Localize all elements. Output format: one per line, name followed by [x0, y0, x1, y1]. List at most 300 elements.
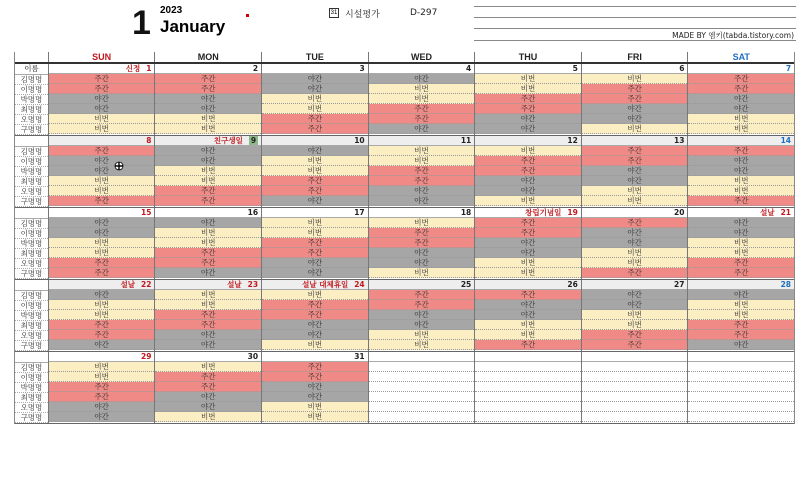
day-cell — [49, 208, 156, 279]
shift-cell[interactable]: 주간 — [688, 84, 794, 94]
shift-cell[interactable]: 비번 — [688, 310, 794, 320]
shift-cell[interactable]: 야간 — [475, 310, 581, 320]
shift-cell[interactable]: 야간 — [155, 268, 261, 278]
shift-cell[interactable]: 주간 — [475, 104, 581, 114]
shift-cell[interactable] — [688, 412, 794, 422]
shift-cell[interactable]: 주간 — [582, 94, 688, 104]
memo-line[interactable] — [474, 28, 796, 29]
shift-cell[interactable]: 야간 — [369, 186, 475, 196]
shift-cell[interactable]: 비번 — [369, 218, 475, 228]
shift-cell[interactable] — [475, 372, 581, 382]
shift-cell[interactable]: 주간 — [49, 320, 155, 330]
shift-cell[interactable]: 야간 — [155, 402, 261, 412]
shift-cell[interactable]: 야간 — [688, 166, 794, 176]
shift-cell[interactable]: 주간 — [688, 258, 794, 268]
date-header[interactable] — [369, 352, 475, 362]
date-header[interactable] — [688, 136, 794, 146]
shift-cell[interactable]: 야간 — [49, 340, 155, 350]
staff-name: 구명명 — [15, 413, 48, 423]
shift-cell[interactable] — [369, 362, 475, 372]
date-header[interactable] — [155, 352, 261, 362]
shift-cell[interactable]: 야간 — [262, 258, 368, 268]
shift-cell[interactable]: 야간 — [369, 124, 475, 134]
shift-cell[interactable]: 야간 — [688, 94, 794, 104]
shift-cell[interactable]: 비번 — [582, 320, 688, 330]
date-header[interactable] — [475, 280, 581, 290]
shift-cell[interactable] — [369, 382, 475, 392]
shift-cell[interactable]: 주간 — [262, 310, 368, 320]
shift-cell[interactable]: 야간 — [369, 196, 475, 206]
shift-cell[interactable]: 주간 — [688, 330, 794, 340]
shift-cell[interactable]: 주간 — [155, 382, 261, 392]
day-cell — [688, 352, 794, 423]
date-header[interactable] — [369, 136, 475, 146]
shift-cell[interactable]: 야간 — [475, 248, 581, 258]
shift-cell[interactable]: 야간 — [155, 392, 261, 402]
shift-cell[interactable]: 비번 — [262, 290, 368, 300]
shift-cell[interactable]: 야간 — [49, 412, 155, 422]
shift-cell[interactable]: 야간 — [369, 258, 475, 268]
shift-cell[interactable]: 야간 — [262, 392, 368, 402]
shift-cell[interactable]: 비번 — [49, 362, 155, 372]
shift-cell[interactable] — [688, 362, 794, 372]
date-header[interactable] — [582, 136, 688, 146]
date-header[interactable] — [262, 280, 368, 290]
date-header[interactable] — [155, 208, 261, 218]
shift-cell[interactable] — [475, 392, 581, 402]
shift-cell[interactable]: 야간 — [582, 290, 688, 300]
shift-cell[interactable]: 비번 — [369, 156, 475, 166]
staff-name: 오명명 — [15, 331, 48, 341]
shift-cell[interactable] — [582, 362, 688, 372]
day-cell — [369, 64, 476, 135]
shift-cell[interactable]: 비번 — [49, 114, 155, 124]
shift-cell[interactable]: 야간 — [475, 238, 581, 248]
shift-cell[interactable]: 야간 — [262, 84, 368, 94]
shift-cell[interactable] — [582, 412, 688, 422]
shift-cell[interactable]: 비번 — [369, 94, 475, 104]
shift-cell[interactable]: 주간 — [262, 176, 368, 186]
shift-cell[interactable]: 야간 — [49, 228, 155, 238]
shift-cell[interactable]: 주간 — [369, 300, 475, 310]
shift-cell[interactable]: 비번 — [688, 124, 794, 134]
shift-cell[interactable]: 주간 — [475, 340, 581, 350]
date-header[interactable] — [262, 136, 368, 146]
shift-cell[interactable]: 비번 — [155, 124, 261, 134]
shift-cell[interactable]: 주간 — [582, 268, 688, 278]
shift-cell[interactable]: 야간 — [475, 176, 581, 186]
holiday-label: 창립기념일 — [525, 208, 562, 217]
shift-cell[interactable]: 야간 — [49, 402, 155, 412]
shift-cell[interactable]: 비번 — [582, 186, 688, 196]
shift-cell[interactable]: 비번 — [475, 330, 581, 340]
shift-cell[interactable]: 비번 — [582, 310, 688, 320]
date-header[interactable] — [475, 64, 581, 74]
shift-cell[interactable]: 야간 — [369, 248, 475, 258]
shift-cell[interactable]: 야간 — [49, 290, 155, 300]
shift-cell[interactable]: 야간 — [262, 146, 368, 156]
shift-cell[interactable]: 비번 — [262, 340, 368, 350]
shift-cell[interactable]: 주간 — [262, 124, 368, 134]
shift-cell[interactable]: 주간 — [49, 74, 155, 84]
shift-cell[interactable]: 야간 — [262, 196, 368, 206]
dday-counter: D-297 — [410, 8, 438, 18]
shift-cell[interactable]: 주간 — [688, 320, 794, 330]
weekday-sat: SAT — [732, 52, 750, 62]
shift-cell[interactable]: 주간 — [155, 74, 261, 84]
shift-cell[interactable]: 야간 — [582, 228, 688, 238]
date-number: 7 — [785, 64, 792, 73]
shift-cell[interactable]: 비번 — [475, 84, 581, 94]
shift-cell[interactable] — [475, 412, 581, 422]
shift-cell[interactable]: 비번 — [688, 238, 794, 248]
day-cell — [155, 136, 262, 207]
weekday-fri: FRI — [582, 52, 689, 62]
shift-cell[interactable]: 야간 — [262, 268, 368, 278]
shift-cell[interactable]: 야간 — [475, 124, 581, 134]
shift-cell[interactable]: 주간 — [475, 290, 581, 300]
event-label[interactable]: 시설평가 — [345, 10, 380, 20]
shift-cell[interactable]: 비번 — [475, 320, 581, 330]
shift-cell[interactable]: 야간 — [582, 300, 688, 310]
shift-cell[interactable]: 야간 — [155, 330, 261, 340]
shift-cell[interactable]: 야간 — [582, 176, 688, 186]
shift-cell[interactable]: 주간 — [155, 248, 261, 258]
shift-cell[interactable]: 야간 — [49, 156, 155, 166]
date-header[interactable] — [582, 64, 688, 74]
shift-cell[interactable]: 주간 — [155, 372, 261, 382]
shift-cell[interactable]: 주간 — [688, 268, 794, 278]
date-header[interactable] — [49, 352, 155, 362]
shift-cell[interactable]: 주간 — [475, 218, 581, 228]
staff-name: 오명명 — [15, 115, 48, 125]
date-header[interactable] — [688, 208, 794, 218]
shift-cell[interactable]: 비번 — [49, 176, 155, 186]
date-header[interactable] — [475, 352, 581, 362]
shift-cell[interactable]: 주간 — [262, 372, 368, 382]
shift-cell[interactable]: 비번 — [369, 146, 475, 156]
shift-cell[interactable]: 비번 — [582, 258, 688, 268]
day-cell — [49, 64, 156, 135]
shift-cell[interactable]: 비번 — [688, 300, 794, 310]
shift-cell[interactable]: 비번 — [49, 186, 155, 196]
shift-cell[interactable]: 주간 — [49, 392, 155, 402]
shift-cell[interactable]: 비번 — [688, 114, 794, 124]
date-header[interactable] — [582, 208, 688, 218]
shift-cell[interactable]: 야간 — [688, 290, 794, 300]
calendar-icon: 31 — [330, 10, 338, 16]
shift-cell[interactable]: 주간 — [582, 84, 688, 94]
shift-cell[interactable]: 야간 — [155, 340, 261, 350]
staff-name: 최명명 — [15, 321, 48, 331]
shift-cell[interactable]: 비번 — [582, 196, 688, 206]
shift-cell[interactable]: 주간 — [155, 258, 261, 268]
shift-cell[interactable]: 주간 — [49, 146, 155, 156]
shift-cell[interactable]: 비번 — [475, 258, 581, 268]
date-header[interactable] — [369, 208, 475, 218]
shift-cell[interactable] — [582, 392, 688, 402]
shift-cell[interactable] — [582, 402, 688, 412]
shift-cell[interactable]: 비번 — [475, 268, 581, 278]
shift-cell[interactable]: 비번 — [582, 74, 688, 84]
date-number: 26 — [567, 280, 578, 289]
date-number: 11 — [460, 136, 472, 145]
shift-cell[interactable]: 비번 — [369, 340, 475, 350]
staff-name: 이명명 — [15, 301, 48, 311]
date-number: 25 — [460, 280, 472, 289]
shift-cell[interactable]: 비번 — [262, 228, 368, 238]
shift-cell[interactable]: 비번 — [262, 218, 368, 228]
date-number: 9 — [250, 136, 257, 145]
date-header[interactable] — [262, 208, 368, 218]
shift-cell[interactable]: 야간 — [369, 310, 475, 320]
shift-cell[interactable]: 비번 — [155, 290, 261, 300]
shift-cell[interactable] — [688, 402, 794, 412]
weekday-wed: WED — [369, 52, 476, 62]
shift-cell[interactable]: 야간 — [262, 74, 368, 84]
shift-cell[interactable]: 비번 — [155, 238, 261, 248]
shift-cell[interactable] — [582, 382, 688, 392]
shift-cell[interactable]: 비번 — [475, 74, 581, 84]
week-row — [15, 64, 794, 136]
shift-cell[interactable]: 야간 — [688, 218, 794, 228]
shift-cell[interactable]: 비번 — [49, 238, 155, 248]
shift-cell[interactable]: 야간 — [155, 156, 261, 166]
shift-cell[interactable]: 주간 — [582, 156, 688, 166]
shift-cell[interactable]: 비번 — [582, 248, 688, 258]
shift-cell[interactable]: 주간 — [49, 84, 155, 94]
shift-cell[interactable]: 주간 — [262, 248, 368, 258]
shift-cell[interactable]: 주간 — [475, 166, 581, 176]
shift-cell[interactable]: 주간 — [369, 114, 475, 124]
shift-cell[interactable] — [369, 412, 475, 422]
shift-cell[interactable]: 야간 — [49, 104, 155, 114]
date-header[interactable] — [262, 64, 368, 74]
shift-cell[interactable]: 주간 — [475, 94, 581, 104]
shift-cell[interactable]: 야간 — [369, 320, 475, 330]
staff-name: 최명명 — [15, 249, 48, 259]
shift-cell[interactable]: 주간 — [582, 146, 688, 156]
shift-cell[interactable]: 주간 — [582, 330, 688, 340]
shift-cell[interactable]: 주간 — [688, 146, 794, 156]
shift-cell[interactable]: 야간 — [369, 74, 475, 84]
staff-name: 최명명 — [15, 393, 48, 403]
shift-cell[interactable] — [369, 392, 475, 402]
shift-cell[interactable]: 비번 — [49, 124, 155, 134]
weekday-mon: MON — [155, 52, 262, 62]
shift-cell[interactable]: 비번 — [688, 248, 794, 258]
shift-cell[interactable]: 비번 — [262, 412, 368, 422]
shift-cell[interactable]: 주간 — [369, 166, 475, 176]
date-header[interactable] — [49, 208, 155, 218]
shift-cell[interactable]: 야간 — [688, 228, 794, 238]
shift-cell[interactable]: 주간 — [155, 310, 261, 320]
shift-cell[interactable]: 주간 — [262, 186, 368, 196]
memo-line[interactable] — [474, 17, 796, 18]
shift-cell[interactable]: 주간 — [155, 320, 261, 330]
date-number: 12 — [567, 136, 578, 145]
day-cell — [262, 280, 369, 351]
shift-cell[interactable]: 비번 — [155, 362, 261, 372]
shift-cell[interactable]: 야간 — [49, 166, 155, 176]
shift-cell[interactable]: 비번 — [688, 186, 794, 196]
date-header[interactable] — [49, 64, 155, 74]
shift-cell[interactable]: 비번 — [262, 166, 368, 176]
date-number: 28 — [780, 280, 792, 289]
shift-cell[interactable]: 비번 — [155, 166, 261, 176]
staff-name: 구명명 — [15, 341, 48, 351]
shift-cell[interactable]: 비번 — [369, 330, 475, 340]
shift-cell[interactable]: 주간 — [49, 196, 155, 206]
shift-cell[interactable]: 주간 — [155, 186, 261, 196]
day-cell — [262, 136, 369, 207]
shift-cell[interactable]: 비번 — [155, 114, 261, 124]
shift-cell[interactable] — [475, 402, 581, 412]
shift-cell[interactable] — [475, 382, 581, 392]
shift-cell[interactable]: 비번 — [49, 248, 155, 258]
name-column-header — [15, 136, 48, 147]
shift-cell[interactable]: 비번 — [155, 228, 261, 238]
shift-cell[interactable]: 야간 — [49, 218, 155, 228]
shift-cell[interactable]: 야간 — [475, 186, 581, 196]
shift-cell[interactable]: 주간 — [262, 362, 368, 372]
shift-cell[interactable]: 비번 — [262, 402, 368, 412]
date-number: 8 — [146, 136, 152, 145]
shift-cell[interactable]: 비번 — [155, 300, 261, 310]
shift-cell[interactable]: 주간 — [262, 114, 368, 124]
shift-cell[interactable]: 주간 — [688, 74, 794, 84]
shift-cell[interactable]: 야간 — [155, 94, 261, 104]
shift-cell[interactable]: 비번 — [582, 124, 688, 134]
shift-cell[interactable]: 주간 — [262, 238, 368, 248]
shift-cell[interactable]: 주간 — [582, 218, 688, 228]
shift-cell[interactable]: 비번 — [155, 412, 261, 422]
staff-name: 박명명 — [15, 239, 48, 249]
date-number: 21 — [780, 208, 792, 217]
shift-cell[interactable]: 야간 — [582, 238, 688, 248]
shift-cell[interactable] — [475, 362, 581, 372]
shift-cell[interactable]: 야간 — [582, 104, 688, 114]
staff-name-column — [15, 136, 49, 207]
made-by-credit: MADE BY 엠키(tabda.tistory.com) — [672, 31, 794, 40]
shift-cell[interactable]: 주간 — [582, 340, 688, 350]
date-header[interactable] — [49, 136, 155, 146]
date-number: 15 — [141, 208, 152, 217]
shift-cell[interactable]: 야간 — [262, 320, 368, 330]
shift-cell[interactable]: 비번 — [155, 176, 261, 186]
shift-cell[interactable]: 야간 — [688, 104, 794, 114]
staff-name: 이명명 — [15, 157, 48, 167]
date-header[interactable] — [582, 352, 688, 362]
shift-cell[interactable]: 주간 — [49, 268, 155, 278]
day-cell — [369, 208, 476, 279]
shift-cell[interactable] — [688, 372, 794, 382]
staff-name: 구명명 — [15, 269, 48, 279]
staff-name: 김명명 — [15, 147, 48, 157]
shift-cell[interactable]: 야간 — [688, 340, 794, 350]
shift-cell[interactable]: 비번 — [369, 268, 475, 278]
day-cell — [155, 64, 262, 135]
shift-cell[interactable]: 비번 — [262, 104, 368, 114]
shift-cell[interactable]: 주간 — [369, 238, 475, 248]
date-header[interactable] — [688, 280, 794, 290]
date-header[interactable] — [369, 64, 475, 74]
staff-name: 이명명 — [15, 85, 48, 95]
shift-cell[interactable]: 주간 — [369, 176, 475, 186]
date-header[interactable] — [155, 280, 261, 290]
shift-cell[interactable]: 비번 — [49, 310, 155, 320]
shift-cell[interactable] — [582, 372, 688, 382]
shift-cell[interactable]: 주간 — [155, 196, 261, 206]
date-number: 19 — [567, 208, 578, 217]
shift-cell[interactable]: 주간 — [369, 104, 475, 114]
shift-cell[interactable]: 주간 — [369, 290, 475, 300]
memo-line[interactable] — [474, 6, 796, 7]
staff-name: 구명명 — [15, 125, 48, 135]
date-header[interactable] — [262, 352, 368, 362]
date-header[interactable] — [49, 280, 155, 290]
staff-name: 박명명 — [15, 311, 48, 321]
date-header[interactable] — [475, 208, 581, 218]
week-row — [15, 208, 794, 280]
shift-cell[interactable] — [369, 402, 475, 412]
shift-cell[interactable]: 주간 — [49, 330, 155, 340]
shift-cell[interactable] — [688, 392, 794, 402]
shift-cell[interactable] — [688, 382, 794, 392]
week-row — [15, 136, 794, 208]
staff-name: 이명명 — [15, 229, 48, 239]
shift-cell[interactable]: 야간 — [155, 146, 261, 156]
date-header[interactable] — [369, 280, 475, 290]
date-header[interactable] — [688, 352, 794, 362]
date-header[interactable] — [155, 64, 261, 74]
shift-cell[interactable]: 비번 — [49, 372, 155, 382]
shift-cell[interactable]: 야간 — [262, 382, 368, 392]
shift-cell[interactable]: 야간 — [155, 218, 261, 228]
shift-cell[interactable]: 주간 — [262, 300, 368, 310]
shift-cell[interactable] — [369, 372, 475, 382]
date-header[interactable] — [582, 280, 688, 290]
shift-cell[interactable]: 야간 — [688, 156, 794, 166]
shift-cell[interactable]: 주간 — [475, 156, 581, 166]
date-header[interactable] — [155, 136, 261, 146]
shift-cell[interactable]: 야간 — [155, 104, 261, 114]
shift-cell[interactable]: 비번 — [475, 146, 581, 156]
date-header[interactable] — [475, 136, 581, 146]
shift-cell[interactable]: 주간 — [49, 382, 155, 392]
shift-cell[interactable]: 야간 — [582, 166, 688, 176]
shift-cell[interactable]: 비번 — [369, 84, 475, 94]
shift-cell[interactable]: 비번 — [262, 156, 368, 166]
shift-cell[interactable]: 주간 — [155, 84, 261, 94]
shift-cell[interactable]: 주간 — [688, 196, 794, 206]
shift-cell[interactable]: 주간 — [369, 228, 475, 238]
shift-cell[interactable]: 비번 — [688, 176, 794, 186]
date-header[interactable] — [688, 64, 794, 74]
shift-cell[interactable]: 야간 — [475, 300, 581, 310]
shift-cell[interactable]: 야간 — [582, 114, 688, 124]
shift-cell[interactable]: 주간 — [49, 258, 155, 268]
holiday-label: 신정 — [125, 64, 141, 73]
shift-cell[interactable]: 야간 — [49, 94, 155, 104]
shift-cell[interactable]: 야간 — [262, 330, 368, 340]
shift-cell[interactable]: 비번 — [475, 196, 581, 206]
shift-cell[interactable]: 비번 — [49, 300, 155, 310]
shift-cell[interactable]: 주간 — [475, 228, 581, 238]
holiday-label: 설날 — [120, 280, 136, 289]
shift-cell[interactable]: 야간 — [475, 114, 581, 124]
shift-cell[interactable]: 비번 — [262, 94, 368, 104]
